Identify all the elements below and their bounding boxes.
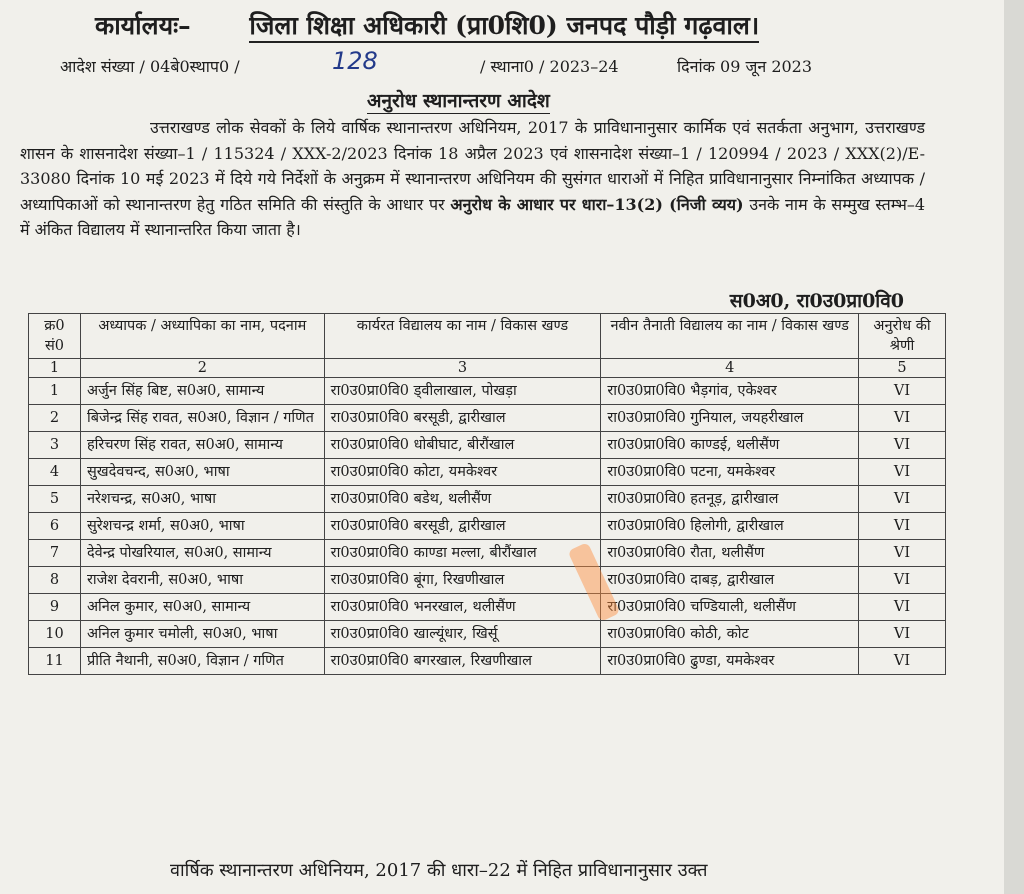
- row-current-school: रा0उ0प्रा0वि0 काण्डा मल्ला, बीरौंखाल: [324, 540, 601, 567]
- row-teacher-name: अर्जुन सिंह बिष्ट, स0अ0, सामान्य: [80, 378, 324, 405]
- header-name: अध्यापक / अध्यापिका का नाम, पदनाम: [80, 314, 324, 359]
- row-teacher-name: सुरेशचन्द्र शर्मा, स0अ0, भाषा: [80, 513, 324, 540]
- row-sno: 8: [29, 567, 81, 594]
- office-name: जिला शिक्षा अधिकारी (प्रा0शि0) जनपद पौड़ी गढ़वाल।: [249, 11, 759, 43]
- table-row: [29, 405, 946, 432]
- table-row: [29, 594, 946, 621]
- row-sno: 2: [29, 405, 81, 432]
- category-heading: स0अ0, रा0उ0प्रा0वि0: [729, 290, 904, 312]
- row-sno: 9: [29, 594, 81, 621]
- row-current-school: रा0उ0प्रा0वि0 बरसूडी, द्वारीखाल: [324, 513, 601, 540]
- order-number-handwritten: 128: [332, 47, 378, 75]
- row-category: VI: [859, 648, 946, 675]
- office-label: कार्यालयः–: [95, 11, 191, 40]
- header-category: अनुरोध की श्रेणी: [859, 314, 946, 359]
- row-current-school: रा0उ0प्रा0वि0 बडेथ, थलीसैंण: [324, 486, 601, 513]
- row-new-school: रा0उ0प्रा0वि0 गुनियाल, जयहरीखाल: [601, 405, 859, 432]
- footer-paragraph: वार्षिक स्थानान्तरण अधिनियम, 2017 की धारा–22 में निहित प्राविधानानुसार उक्त: [170, 860, 708, 881]
- transfer-table: [28, 313, 946, 675]
- column-number-row: [29, 359, 946, 378]
- header-sno: क्र0 सं0: [29, 314, 81, 359]
- row-sno: 5: [29, 486, 81, 513]
- row-teacher-name: राजेश देवरानी, स0अ0, भाषा: [80, 567, 324, 594]
- row-new-school: रा0उ0प्रा0वि0 चण्डियाली, थलीसैंण: [601, 594, 859, 621]
- row-new-school: रा0उ0प्रा0वि0 काण्डई, थलीसैंण: [601, 432, 859, 459]
- column-number: 2: [80, 359, 324, 378]
- row-current-school: रा0उ0प्रा0वि0 बगरखाल, रिखणीखाल: [324, 648, 601, 675]
- paragraph-bold: अनुरोध के आधार पर धारा–13(2) (निजी व्यय): [450, 194, 744, 214]
- table-header-row: [29, 314, 946, 359]
- row-category: VI: [859, 405, 946, 432]
- row-new-school: रा0उ0प्रा0वि0 हिलोगी, द्वारीखाल: [601, 513, 859, 540]
- row-current-school: रा0उ0प्रा0वि0 ड्वीलाखाल, पोखड़ा: [324, 378, 601, 405]
- column-number: 4: [601, 359, 859, 378]
- row-new-school: रा0उ0प्रा0वि0 ढुण्डा, यमकेश्वर: [601, 648, 859, 675]
- row-sno: 10: [29, 621, 81, 648]
- order-paragraph: [20, 115, 925, 243]
- row-sno: 7: [29, 540, 81, 567]
- row-new-school: रा0उ0प्रा0वि0 पटना, यमकेश्वर: [601, 459, 859, 486]
- row-teacher-name: अनिल कुमार चमोली, स0अ0, भाषा: [80, 621, 324, 648]
- order-date: दिनांक 09 जून 2023: [677, 57, 813, 76]
- order-reference: [60, 47, 813, 77]
- letterhead: [95, 8, 759, 42]
- row-current-school: रा0उ0प्रा0वि0 खाल्यूंधार, खिर्सू: [324, 621, 601, 648]
- table-row: [29, 540, 946, 567]
- row-category: VI: [859, 540, 946, 567]
- row-current-school: रा0उ0प्रा0वि0 भनरखाल, थलीसैंण: [324, 594, 601, 621]
- row-teacher-name: नरेशचन्द्र, स0अ0, भाषा: [80, 486, 324, 513]
- row-teacher-name: बिजेन्द्र सिंह रावत, स0अ0, विज्ञान / गणित: [80, 405, 324, 432]
- table-row: [29, 648, 946, 675]
- row-sno: 11: [29, 648, 81, 675]
- row-teacher-name: प्रीति नैथानी, स0अ0, विज्ञान / गणित: [80, 648, 324, 675]
- paragraph-tail: उनके नाम के सम्मुख स्तम्भ–4 में अंकित विद्यालय में स्थानान्तरित किया जाता है।: [20, 194, 925, 239]
- order-subject: अनुरोध स्थानान्तरण आदेश: [367, 87, 550, 114]
- table-row: [29, 486, 946, 513]
- row-teacher-name: अनिल कुमार, स0अ0, सामान्य: [80, 594, 324, 621]
- row-new-school: रा0उ0प्रा0वि0 हतनूड़, द्वारीखाल: [601, 486, 859, 513]
- order-suffix: / स्थाना0 / 2023–24: [480, 57, 619, 76]
- row-category: VI: [859, 621, 946, 648]
- row-category: VI: [859, 378, 946, 405]
- column-number: 3: [324, 359, 601, 378]
- row-category: VI: [859, 567, 946, 594]
- row-current-school: रा0उ0प्रा0वि0 बरसूडी, द्वारीखाल: [324, 405, 601, 432]
- row-new-school: रा0उ0प्रा0वि0 भैड़गांव, एकेश्वर: [601, 378, 859, 405]
- row-current-school: रा0उ0प्रा0वि0 धोबीघाट, बीरौंखाल: [324, 432, 601, 459]
- column-number: 5: [859, 359, 946, 378]
- order-prefix: आदेश संख्या / 04बे0स्थाप0 /: [60, 57, 240, 76]
- table-row: [29, 459, 946, 486]
- row-new-school: रा0उ0प्रा0वि0 रौता, थलीसैंण: [601, 540, 859, 567]
- column-number: 1: [29, 359, 81, 378]
- row-new-school: रा0उ0प्रा0वि0 कोठी, कोट: [601, 621, 859, 648]
- header-new-school: नवीन तैनाती विद्यालय का नाम / विकास खण्ड: [601, 314, 859, 359]
- row-sno: 1: [29, 378, 81, 405]
- row-teacher-name: हरिचरण सिंह रावत, स0अ0, सामान्य: [80, 432, 324, 459]
- table-row: [29, 432, 946, 459]
- row-sno: 3: [29, 432, 81, 459]
- table-row: [29, 513, 946, 540]
- row-teacher-name: देवेन्द्र पोखरियाल, स0अ0, सामान्य: [80, 540, 324, 567]
- row-sno: 4: [29, 459, 81, 486]
- row-current-school: रा0उ0प्रा0वि0 बूंगा, रिखणीखाल: [324, 567, 601, 594]
- row-category: VI: [859, 432, 946, 459]
- header-current-school: कार्यरत विद्यालय का नाम / विकास खण्ड: [324, 314, 601, 359]
- paragraph-text: उत्तराखण्ड लोक सेवकों के लिये वार्षिक स्थानान्तरण अधिनियम, 2017 के प्राविधानानुसार कार्मिक एवं सतर्कता अनुभाग, उत्तराखण्ड शासन के शासनादेश संख्या–1 / 115324 / XXX-2/2023 दिनांक 18 अप्रैल 2023 एवं शासनादेश संख्या–1 / 120994 / 2023 / XXX(2)/E-33080 दिनांक 10 मई 2023 में दिये गये निर्देशों के अनुक्रम में स्थानान्तरण अधिनियम की सुसंगत धाराओं में निहित प्राविधानानुसार निम्नांकित अध्यापक / अध्यापिकाओं को स्थानान्तरण हेतु गठित समिति की संस्तुति के आधार पर: [20, 118, 925, 214]
- background-strip: [1004, 0, 1024, 894]
- table-row: [29, 567, 946, 594]
- table-row: [29, 621, 946, 648]
- row-category: VI: [859, 486, 946, 513]
- row-category: VI: [859, 594, 946, 621]
- row-sno: 6: [29, 513, 81, 540]
- row-current-school: रा0उ0प्रा0वि0 कोटा, यमकेश्वर: [324, 459, 601, 486]
- table-row: [29, 378, 946, 405]
- row-teacher-name: सुखदेवचन्द, स0अ0, भाषा: [80, 459, 324, 486]
- row-category: VI: [859, 459, 946, 486]
- row-new-school: रा0उ0प्रा0वि0 दाबड़, द्वारीखाल: [601, 567, 859, 594]
- row-category: VI: [859, 513, 946, 540]
